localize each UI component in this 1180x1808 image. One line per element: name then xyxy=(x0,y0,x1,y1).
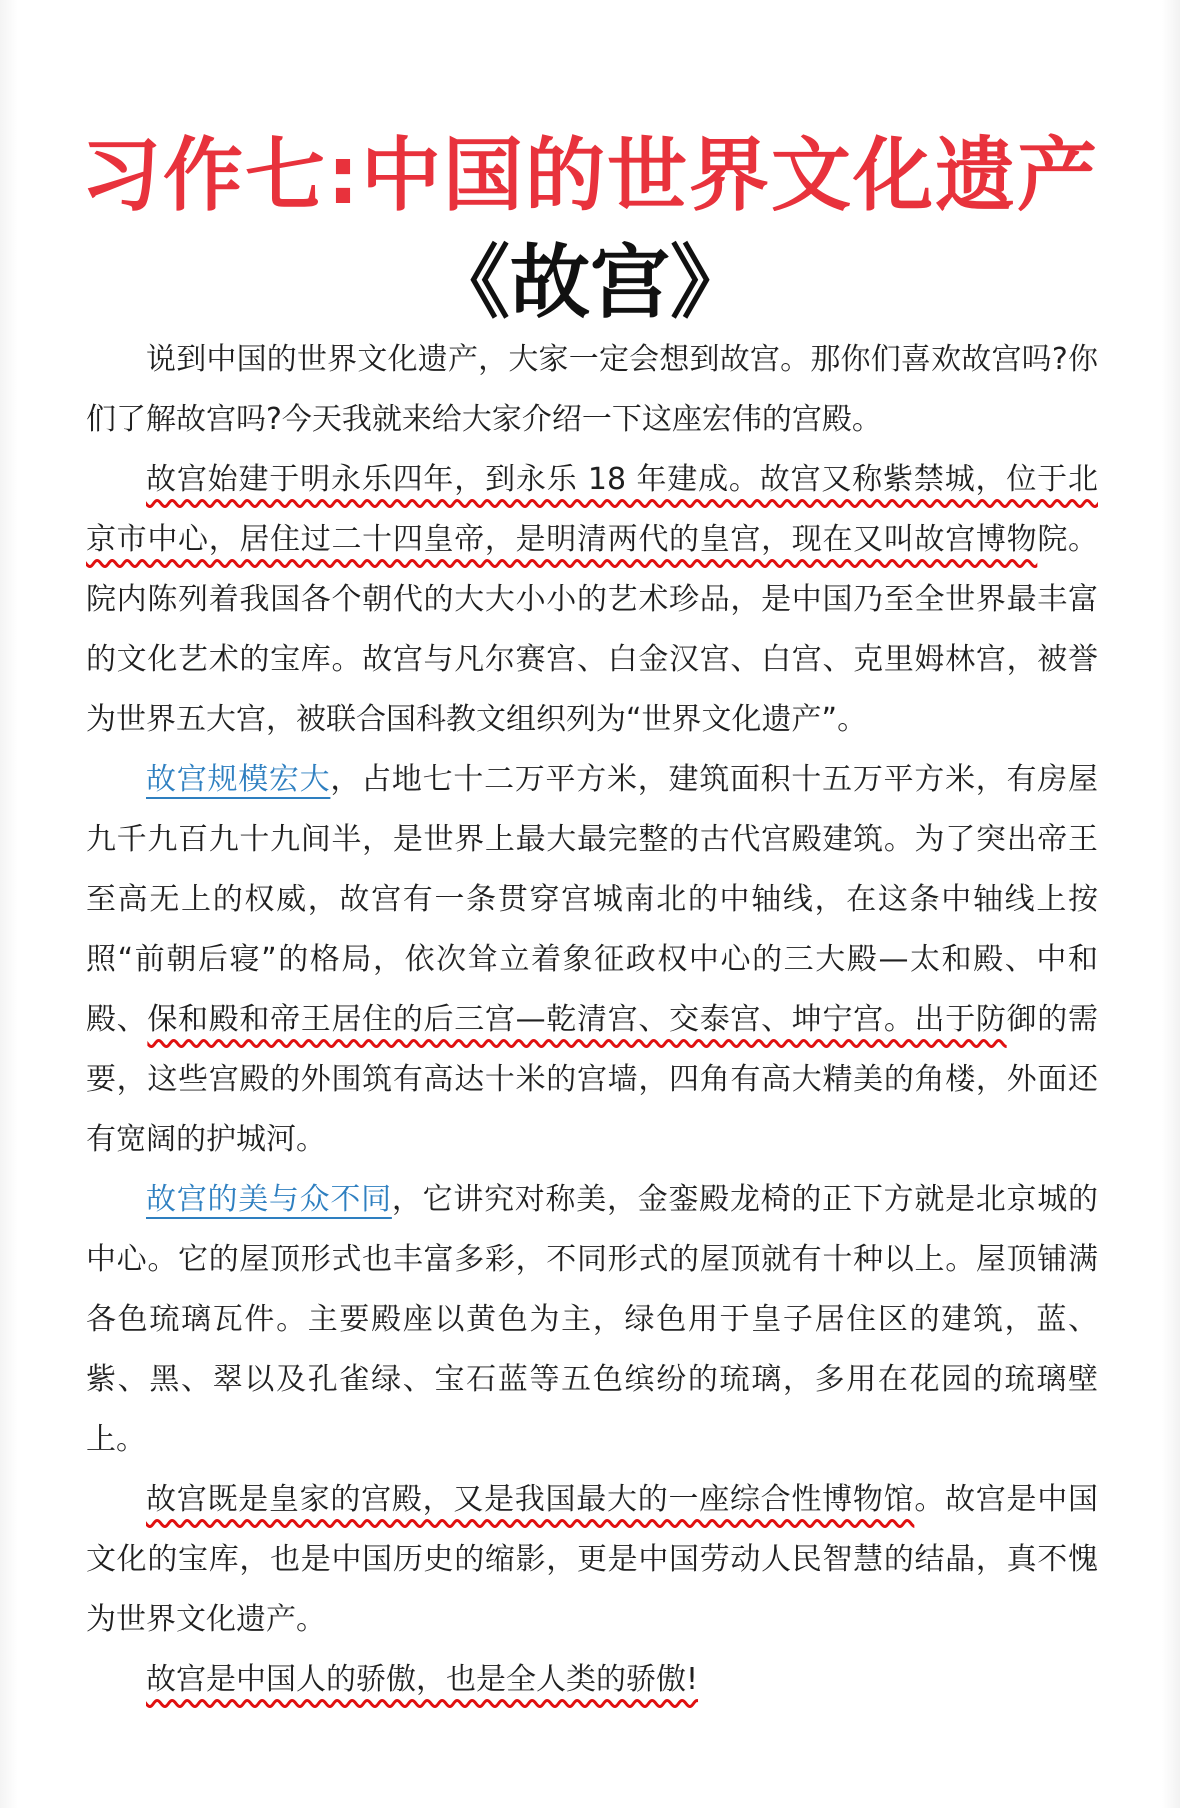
paragraph-conclusion xyxy=(86,1650,1098,1710)
paragraph-intro-text: 说到中国的世界文化遗产，大家一定会想到故宫。那你们喜欢故宫吗?你们了解故宫吗?今天我就来给大家介绍一下这座宏伟的宫殿。 xyxy=(86,342,1098,437)
paragraph-museum xyxy=(86,1470,1098,1650)
page-subtitle: 《故宫》 xyxy=(430,236,750,329)
page-title: 习作七:中国的世界文化遗产 xyxy=(81,129,1099,222)
paragraph-beauty xyxy=(86,1170,1098,1470)
blue-highlight-phrase: 故宫规模宏大 xyxy=(146,762,331,797)
wavy-underlined-text: 保和殿和帝王居住的后三宫—乾清宫、交泰宫、坤宁宫。出于防 xyxy=(147,1002,1007,1037)
paragraph-scale-text-b: 御的需要，这些宫殿的外围筑有高达十米的宫墙，四角有高大精美的角楼，外面还有宽阔的护城河。 xyxy=(86,1002,1098,1157)
paragraph-intro xyxy=(86,330,1098,450)
paragraph-scale-text-a: ，占地七十二万平方米，建筑面积十五万平方米，有房屋九千九百九十九间半，是世界上最大最完整的古代宫殿建筑。为了突出帝王至高无上的权威，故宫有一条贯穿宫城南北的中轴线，在这条中轴线上按照“前朝后寝”的格局，依次耸立着象征政权中心的三大殿—太和殿、中和殿、 xyxy=(86,762,1099,1037)
wavy-underlined-text: 故宫是中国人的骄傲，也是全人类的骄傲! xyxy=(146,1662,699,1697)
paragraph-museum-text: 。故宫是中国文化的宝库，也是中国历史的缩影，更是中国劳动人民智慧的结晶，真不愧为世界文化遗产。 xyxy=(86,1482,1099,1637)
blue-highlight-phrase: 故宫的美与众不同 xyxy=(146,1182,392,1217)
paragraph-beauty-text: ，它讲究对称美，金銮殿龙椅的正下方就是北京城的中心。它的屋顶形式也丰富多彩，不同形式的屋顶就有十种以上。屋顶铺满各色琉璃瓦件。主要殿座以黄色为主，绿色用于皇子居住区的建筑，蓝、紫、黑、翠以及孔雀绿、宝石蓝等五色缤纷的琉璃，多用在花园的琉璃壁上。 xyxy=(86,1182,1099,1457)
wavy-underlined-text: 故宫既是皇家的宫殿，又是我国最大的一座综合性博物馆 xyxy=(146,1482,915,1517)
paragraph-history xyxy=(86,450,1098,750)
wavy-underlined-text: 故宫始建于明永乐四年，到永乐 18 年建成。故宫又称紫禁城，位于北京市中心，居住过二十四皇帝，是明清两代的皇宫，现在又叫故宫博物 xyxy=(86,462,1098,557)
paragraph-history-text: 院。院内陈列着我国各个朝代的大大小小的艺术珍品，是中国乃至全世界最丰富的文化艺术的宝库。故宫与凡尔赛宫、白金汉宫、白宫、克里姆林宫，被誉为世界五大宫，被联合国科教文组织列为“世界文化遗产”。 xyxy=(86,522,1098,737)
paragraph-scale xyxy=(86,750,1098,1170)
article-body xyxy=(86,330,1098,1710)
